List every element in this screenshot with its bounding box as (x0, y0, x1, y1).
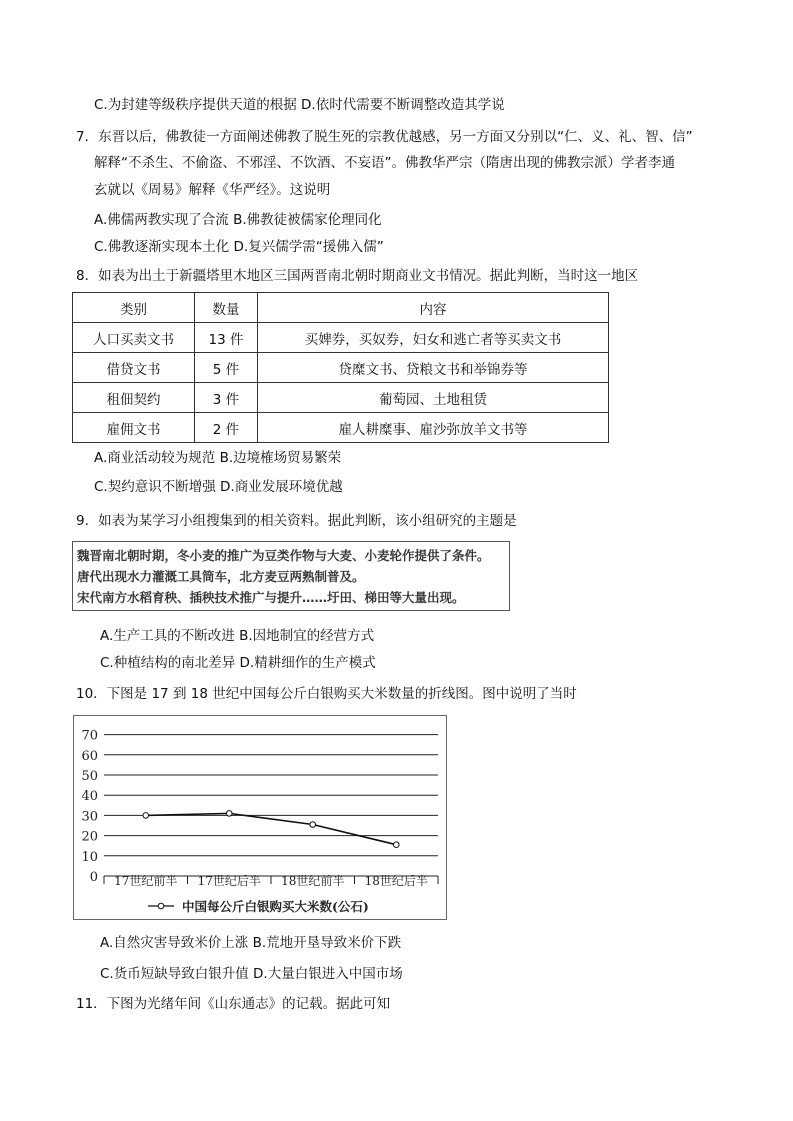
x-tick-label: 17世纪前半 (114, 874, 178, 888)
legend-marker (158, 903, 164, 909)
q7-options-ab: A.佛儒两教实现了合流 B.佛教徒被儒家伦理同化 (94, 212, 382, 228)
source-line: 唐代出现水力灌溉工具筒车，北方麦豆两熟制普及。 (77, 569, 365, 584)
table-header-cell: 数量 (195, 293, 258, 323)
series-line (146, 813, 397, 844)
table-row (73, 323, 609, 353)
q8-stem: 8．如表为出土于新疆塔里木地区三国两晋南北朝时期商业文书情况。据此判断，当时这一地区 (76, 268, 639, 284)
table-cell: 13 件 (195, 323, 258, 353)
table-cell: 5 件 (195, 353, 258, 383)
q8-options-cd: C.契约意识不断增强 D.商业发展环境优越 (94, 479, 343, 495)
q10-options-cd: C.货币短缺导致白银升值 D.大量白银进入中国市场 (100, 966, 403, 982)
table-cell: 雇佣文书 (73, 413, 195, 443)
table-cell: 葡萄园、土地租赁 (258, 383, 609, 413)
table-header-cell: 类别 (73, 293, 195, 323)
table-row (73, 353, 609, 383)
table-cell: 2 件 (195, 413, 258, 443)
commerce-documents-table (72, 292, 609, 443)
table-cell: 雇人耕糜事、雇沙弥放羊文书等 (258, 413, 609, 443)
table-cell: 租佃契约 (73, 383, 195, 413)
data-point (310, 822, 316, 828)
x-tick-label: 17世纪后半 (197, 874, 261, 888)
data-point (226, 811, 232, 817)
y-tick-label: 70 (81, 728, 98, 744)
q9-stem: 9．如表为某学习小组搜集到的相关资料。据此判断，该小组研究的主题是 (76, 513, 517, 529)
q9-options-ab: A.生产工具的不断改进 B.因地制宜的经营方式 (100, 628, 375, 644)
y-tick-label: 40 (81, 789, 98, 805)
q6-options-cd: C.为封建等级秩序提供天道的根据 D.依时代需要不断调整改造其学说 (94, 97, 505, 113)
q10-stem: 10．下图是 17 到 18 世纪中国每公斤白银购买大米数量的折线图。图中说明了当时 (76, 686, 577, 702)
table-cell: 人口买卖文书 (73, 323, 195, 353)
q8-options-ab: A.商业活动较为规范 B.边境榷场贸易繁荣 (94, 450, 342, 466)
x-tick-label: 18世纪后半 (364, 874, 428, 888)
q7-stem-line-2: 解释“不杀生、不偷盗、不邪淫、不饮酒、不妄语”。佛教华严宗（隋唐出现的佛教宗派）学者李通 (94, 155, 675, 171)
table-header-cell: 内容 (258, 293, 609, 323)
q10-options-ab: A.自然灾害导致米价上涨 B.荒地开垦导致米价下跌 (100, 935, 402, 951)
y-tick-label: 0 (89, 870, 98, 885)
table-cell: 贷糜文书、贷粮文书和举锦券等 (258, 353, 609, 383)
table-row (73, 383, 609, 413)
y-tick-label: 50 (81, 769, 98, 784)
table-cell: 借贷文书 (73, 353, 195, 383)
source-line: 魏晋南北朝时期，冬小麦的推广为豆类作物与大麦、小麦轮作提供了条件。 (77, 548, 490, 563)
table-cell: 买婢券，买奴券，妇女和逃亡者等买卖文书 (258, 323, 609, 353)
q9-options-cd: C.种植结构的南北差异 D.精耕细作的生产模式 (100, 655, 376, 671)
rice-per-silver-line-chart (73, 715, 447, 920)
y-tick-label: 60 (81, 748, 98, 764)
q11-stem: 11．下图为光绪年间《山东通志》的记载。据此可知 (76, 996, 391, 1012)
table-cell: 3 件 (195, 383, 258, 413)
chart-canvas (74, 716, 446, 919)
y-tick-label: 30 (81, 809, 98, 825)
q7-stem-line-3: 玄就以《周易》解释《华严经》。这说明 (94, 182, 331, 198)
y-tick-label: 20 (81, 829, 98, 845)
q7-stem-line-1: 7．东晋以后，佛教徒一方面阐述佛教了脱生死的宗教优越感，另一方面又分别以“仁、义、礼、智、信” (76, 129, 693, 145)
q9-source-box (72, 541, 510, 611)
data-point (143, 813, 149, 819)
data-point (393, 842, 399, 848)
table-row (73, 413, 609, 443)
source-line: 宋代南方水稻育秧、插秧技术推广与提升……圩田、梯田等大量出现。 (77, 590, 465, 605)
legend-label: 中国每公斤白银购买大米数(公石) (182, 899, 369, 914)
q7-options-cd: C.佛教逐渐实现本土化 D.复兴儒学需“援佛入儒” (94, 239, 384, 255)
table-header-row (73, 293, 609, 323)
y-tick-label: 10 (81, 849, 98, 865)
x-tick-label: 18世纪前半 (281, 874, 345, 888)
